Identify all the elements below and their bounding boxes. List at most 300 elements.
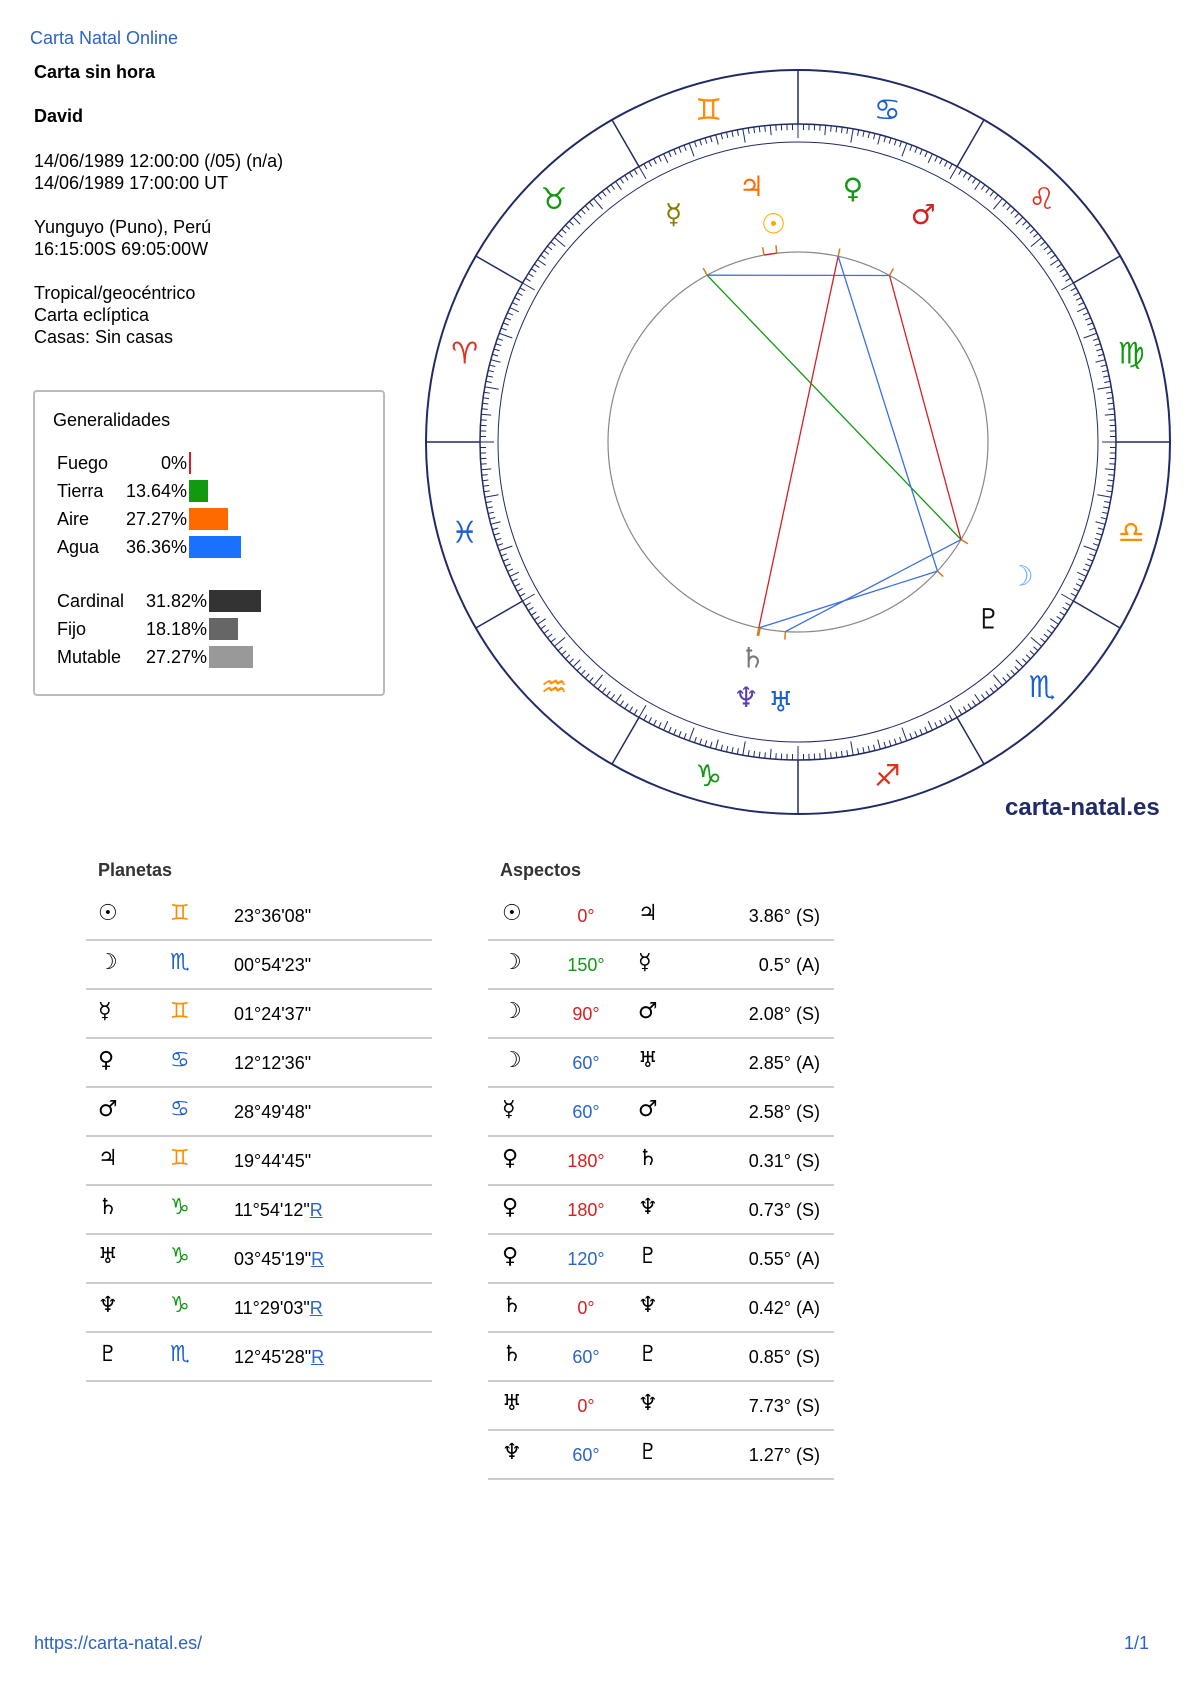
degree-tick [481, 469, 491, 470]
degree-tick [928, 721, 932, 730]
degree-tick [868, 746, 869, 752]
degree-tick [959, 169, 962, 174]
degree-tick [629, 707, 632, 712]
degree-tick [1016, 660, 1023, 667]
degree-tick [825, 125, 826, 135]
degree-tick [541, 255, 546, 259]
degree-tick [863, 747, 864, 753]
capricorn-sign-glyph: ♑ [695, 759, 723, 795]
degree-tick [841, 127, 842, 133]
aspect-planet-1: ♆ [502, 1440, 522, 1465]
degree-tick [1047, 630, 1052, 634]
degree-tick [1089, 328, 1095, 330]
aspect-row [488, 942, 834, 990]
degree-tick [873, 745, 874, 751]
degree-tick [581, 670, 585, 674]
degree-tick [1015, 213, 1019, 217]
degree-tick [573, 660, 580, 667]
aspect-row [488, 893, 834, 941]
sign-divider [612, 717, 639, 764]
degree-tick [949, 164, 952, 169]
degree-tick [710, 136, 712, 142]
sign-divider [957, 717, 984, 764]
degree-tick [1063, 273, 1068, 276]
planetas-title: Planetas [98, 860, 173, 880]
degree-tick [770, 125, 771, 135]
degree-tick [1050, 625, 1055, 629]
aspect-line [707, 275, 961, 539]
generalidad-row [57, 450, 187, 476]
degree-tick [1022, 659, 1026, 663]
degree-tick [644, 715, 647, 720]
aspect-orb: 3.86° (S) [748, 906, 820, 926]
generalidad-bar [189, 452, 191, 474]
retrograde-link[interactable]: R [309, 1298, 323, 1318]
degree-tick [1108, 409, 1114, 410]
generalidad-percent: 27.27% [125, 509, 187, 529]
degree-tick [481, 414, 491, 415]
aspect-planet-1: ☽ [502, 950, 522, 975]
degree-tick [1076, 298, 1081, 301]
degree-tick [507, 313, 512, 315]
position-value: 01°24'37" [234, 1004, 312, 1024]
degree-tick [528, 607, 533, 610]
degree-tick [510, 572, 519, 576]
degree-tick [925, 727, 927, 732]
degree-tick [607, 691, 611, 696]
aspect-orb: 0.31° (S) [748, 1151, 820, 1171]
degree-tick [1096, 522, 1106, 525]
degree-tick [847, 750, 848, 756]
degree-tick [700, 140, 702, 146]
degree-tick [993, 675, 1002, 686]
degree-tick [512, 303, 517, 306]
degree-tick [1007, 674, 1011, 678]
mars-glyph: ♂ [910, 198, 936, 232]
degree-tick [639, 167, 646, 179]
degree-tick [1096, 533, 1102, 535]
degree-tick [1057, 616, 1062, 619]
aspect-planet-2: ♇ [638, 1244, 658, 1269]
degree-tick [1083, 313, 1088, 315]
degree-tick [1098, 354, 1104, 356]
position-value: 11°29'03" [234, 1298, 310, 1318]
generalidad-label: Fijo [57, 619, 87, 639]
degree-tick [858, 130, 859, 136]
sign-symbol: ♑ [170, 1293, 190, 1318]
degree-tick [581, 209, 585, 213]
degree-tick [501, 554, 507, 556]
degree-tick [986, 691, 990, 696]
degree-tick [487, 376, 493, 377]
degree-tick [486, 502, 492, 503]
uranus-glyph: ♅ [768, 685, 794, 719]
degree-tick [940, 159, 943, 164]
degree-tick [986, 188, 990, 193]
generalidad-label: Cardinal [57, 591, 125, 611]
retrograde-link[interactable]: R [311, 1347, 325, 1367]
generalidad-bar [189, 536, 241, 558]
degree-tick [963, 707, 966, 712]
degree-tick [894, 140, 896, 146]
planet-position [234, 1099, 311, 1125]
venus-glyph: ♀ [842, 171, 864, 205]
degree-tick [569, 221, 573, 225]
degree-tick [737, 748, 738, 754]
degree-tick [1105, 469, 1115, 470]
degree-tick [654, 159, 657, 164]
degree-tick [625, 175, 628, 180]
degree-tick [759, 752, 760, 758]
degree-tick [569, 659, 573, 663]
degree-tick [1044, 634, 1049, 638]
degree-tick [975, 694, 981, 702]
aspect-planet-1: ☉ [502, 901, 522, 926]
degree-tick [639, 705, 646, 717]
aspect-row [488, 1138, 834, 1186]
degree-tick [878, 740, 881, 750]
mars-marker [890, 268, 894, 275]
degree-tick [1060, 269, 1065, 272]
aspect-planet-1: ☽ [502, 1048, 522, 1073]
degree-tick [878, 135, 881, 145]
degree-tick [868, 132, 869, 138]
degree-tick [602, 688, 606, 693]
degree-tick [602, 191, 606, 196]
planet-row [86, 1187, 432, 1235]
aspect-row [488, 1236, 834, 1284]
degree-tick [770, 749, 771, 759]
degree-tick [959, 709, 962, 714]
planet-row [86, 1040, 432, 1088]
sign-symbol: ♊ [170, 999, 190, 1024]
degree-tick [1108, 475, 1114, 476]
planet-row [86, 1138, 432, 1186]
degree-tick [525, 603, 530, 606]
sign-symbol: ♊ [170, 901, 190, 926]
birth-place: Yunguyo (Puno), Perú [34, 217, 212, 237]
degree-tick [589, 202, 593, 207]
degree-tick [836, 752, 837, 758]
degree-tick [1073, 588, 1078, 591]
degree-tick [910, 733, 912, 739]
degree-tick [1011, 209, 1015, 213]
degree-tick [884, 136, 886, 142]
libra-sign-glyph: ♎ [1117, 515, 1145, 551]
degree-tick [562, 651, 566, 655]
aspect-angle: 60° [572, 1445, 600, 1465]
aspect-row [488, 1432, 834, 1480]
aspect-orb: 0.5° (A) [758, 955, 820, 975]
generalidad-label: Tierra [57, 481, 104, 501]
degree-tick [1087, 559, 1093, 561]
generalidad-row [57, 644, 207, 670]
degree-tick [847, 128, 848, 134]
degree-tick [496, 344, 502, 346]
planet-position [234, 903, 311, 929]
generalidad-bar [209, 646, 253, 668]
degree-tick [520, 288, 525, 291]
degree-tick [902, 143, 907, 156]
sign-divider [612, 120, 639, 167]
aspect-orb: 2.85° (A) [748, 1053, 820, 1073]
sign-symbol: ♊ [170, 1146, 190, 1171]
aspect-angle: 180° [567, 1200, 605, 1220]
degree-tick [1084, 333, 1097, 338]
moon-glyph: ☽ [1008, 559, 1034, 593]
aspect-planet-2: ♇ [638, 1440, 658, 1465]
degree-tick [1103, 507, 1109, 508]
sagittarius-sign-glyph: ♐ [873, 759, 901, 795]
retrograde-link[interactable]: R [309, 1200, 323, 1220]
planet-position [234, 1295, 323, 1321]
aspect-planet-2: ♆ [638, 1391, 658, 1416]
position-value: 00°54'23" [234, 955, 312, 975]
degree-tick [512, 579, 517, 582]
degree-tick [1102, 370, 1108, 371]
degree-tick [1007, 206, 1011, 210]
sign-divider [1073, 601, 1120, 628]
aspect-orb: 0.85° (S) [748, 1347, 820, 1367]
degree-tick [482, 403, 488, 404]
aquarius-sign-glyph: ♒ [540, 669, 568, 705]
degree-tick [611, 694, 615, 699]
datetime-ut: 14/06/1989 17:00:00 UT [34, 173, 229, 193]
degree-tick [759, 126, 760, 132]
degree-tick [497, 338, 503, 340]
degree-tick [531, 612, 536, 615]
degree-tick [754, 127, 755, 133]
degree-tick [972, 178, 975, 183]
degree-tick [968, 704, 971, 709]
degree-tick [523, 594, 535, 601]
degree-tick [492, 528, 498, 530]
pisces-sign-glyph: ♓ [451, 515, 479, 551]
degree-tick [743, 741, 745, 755]
generalidad-percent: 13.64% [125, 481, 187, 501]
degree-tick [505, 318, 511, 320]
degree-tick [851, 129, 853, 143]
degree-tick [494, 533, 500, 535]
generalidad-row [57, 588, 207, 614]
degree-tick [616, 694, 622, 702]
planet-symbol: ☉ [98, 901, 118, 926]
degree-tick [659, 156, 662, 161]
planet-row [86, 893, 432, 941]
degree-tick [1031, 637, 1042, 646]
sign-divider [476, 256, 523, 283]
mercury-marker [703, 268, 707, 275]
degree-tick [558, 233, 563, 237]
degree-tick [884, 742, 886, 748]
degree-tick [1073, 293, 1078, 296]
venus-marker [838, 248, 840, 256]
degree-tick [544, 630, 549, 634]
degree-tick [598, 195, 602, 200]
degree-tick [981, 185, 985, 190]
pluto-marker [937, 571, 943, 576]
degree-tick [990, 191, 994, 196]
generalidad-percent: 31.82% [145, 591, 207, 611]
aspect-line [838, 256, 937, 571]
degree-tick [920, 149, 922, 155]
degree-tick [547, 246, 552, 250]
chart-title: Carta sin hora [34, 62, 156, 82]
degree-tick [482, 480, 488, 481]
brand-label[interactable]: carta-natal.es [1005, 794, 1160, 821]
aspect-planet-2: ♂ [638, 1097, 658, 1122]
degree-tick [1071, 288, 1076, 291]
generalidad-label: Fuego [57, 453, 109, 473]
aspect-row [488, 1187, 834, 1235]
degree-tick [554, 637, 565, 646]
degree-tick [523, 283, 535, 290]
aspect-planet-1: ♅ [502, 1391, 522, 1416]
degree-tick [836, 126, 837, 132]
generalidad-row [57, 534, 187, 560]
aspect-orb: 2.08° (S) [748, 1004, 820, 1024]
degree-tick [900, 141, 902, 147]
degree-tick [1096, 360, 1106, 363]
degree-tick [517, 588, 522, 591]
planet-position [234, 1344, 324, 1370]
degree-tick [1033, 233, 1038, 237]
planet-symbol: ☽ [98, 950, 118, 975]
degree-tick [1108, 403, 1114, 404]
sun-glyph: ☉ [760, 207, 787, 241]
planet-position [234, 1197, 323, 1223]
degree-tick [1077, 308, 1086, 312]
aspect-row [488, 1089, 834, 1137]
degree-tick [484, 392, 490, 393]
degree-tick [1061, 283, 1073, 290]
degree-tick [649, 717, 652, 722]
retrograde-link[interactable]: R [311, 1249, 325, 1269]
aspect-planet-1: ♄ [502, 1342, 522, 1367]
degree-tick [491, 360, 501, 363]
degree-tick [554, 238, 565, 247]
uranus-marker [785, 632, 786, 640]
aspect-orb: 0.42° (A) [748, 1298, 820, 1318]
degree-tick [1106, 491, 1112, 492]
aspect-line [759, 571, 938, 628]
degree-tick [577, 213, 581, 217]
degree-tick [993, 198, 1002, 209]
degree-tick [573, 217, 580, 224]
degree-tick [589, 677, 593, 682]
degree-tick [577, 666, 581, 670]
degree-tick [1095, 538, 1101, 540]
degree-tick [634, 169, 637, 174]
planet-symbol: ♅ [98, 1244, 118, 1269]
footer-url[interactable]: https://carta-natal.es/ [34, 1633, 203, 1653]
planet-symbol: ♄ [98, 1195, 118, 1220]
aspect-angle: 150° [567, 955, 605, 975]
generalidad-row [57, 478, 187, 504]
degree-tick [726, 746, 727, 752]
degree-tick [1101, 365, 1107, 366]
degree-tick [664, 721, 668, 730]
degree-tick [679, 147, 681, 153]
degree-tick [1065, 278, 1070, 281]
degree-tick [649, 161, 652, 166]
degree-tick [900, 737, 902, 743]
site-link[interactable]: Carta Natal Online [30, 28, 179, 48]
neptune-glyph: ♆ [733, 680, 759, 714]
cancer-sign-glyph: ♋ [873, 92, 901, 128]
degree-tick [949, 715, 952, 720]
position-value: 23°36'08" [234, 906, 312, 926]
degree-tick [585, 674, 589, 678]
degree-tick [831, 126, 832, 132]
degree-tick [510, 308, 519, 312]
degree-tick [551, 638, 556, 642]
degree-tick [1085, 318, 1091, 320]
degree-tick [1093, 544, 1099, 546]
aspect-planet-1: ☿ [502, 1097, 516, 1122]
generalidad-bar [209, 618, 238, 640]
degree-tick [565, 225, 569, 229]
degree-tick [689, 143, 694, 156]
aspect-orb: 1.27° (S) [748, 1445, 820, 1465]
degree-tick [585, 206, 589, 210]
degree-tick [994, 684, 998, 689]
aspect-row [488, 1285, 834, 1333]
degree-tick [1078, 303, 1083, 306]
degree-tick [684, 733, 686, 739]
degree-tick [488, 512, 494, 513]
degree-tick [990, 688, 994, 693]
degree-tick [920, 729, 922, 735]
degree-tick [1003, 677, 1007, 682]
degree-tick [1098, 528, 1104, 530]
degree-tick [748, 750, 749, 756]
degree-tick [1050, 260, 1058, 266]
person-name: David [34, 106, 84, 126]
degree-tick [1071, 593, 1076, 596]
degree-tick [644, 164, 647, 169]
degree-tick [565, 655, 569, 659]
degree-tick [1107, 485, 1113, 486]
degree-tick [669, 151, 671, 156]
degree-tick [1104, 502, 1110, 503]
taurus-sign-glyph: ♉ [540, 182, 568, 218]
degree-tick [531, 269, 536, 272]
planet-position [234, 1148, 311, 1174]
degree-tick [1085, 564, 1091, 566]
degree-tick [732, 131, 733, 137]
degree-tick [950, 167, 957, 179]
degree-tick [538, 260, 546, 266]
generalidades-panel [33, 390, 385, 696]
generalidades-title: Generalidades [53, 410, 171, 430]
degree-tick [1044, 246, 1049, 250]
degree-tick [700, 739, 702, 745]
degree-tick [551, 242, 556, 246]
aspect-planet-1: ♄ [502, 1293, 522, 1318]
natal-chart-wheel [418, 58, 1188, 828]
degree-tick [558, 647, 563, 651]
birth-coords: 16:15:00S 69:05:00W [34, 239, 209, 259]
planet-row [86, 942, 432, 990]
virgo-sign-glyph: ♍ [1117, 336, 1145, 372]
degree-tick [507, 569, 512, 571]
degree-tick [981, 694, 985, 699]
degree-tick [935, 722, 938, 727]
planet-position [234, 1246, 324, 1272]
aspect-orb: 7.73° (S) [748, 1396, 820, 1416]
degree-tick [935, 156, 938, 161]
